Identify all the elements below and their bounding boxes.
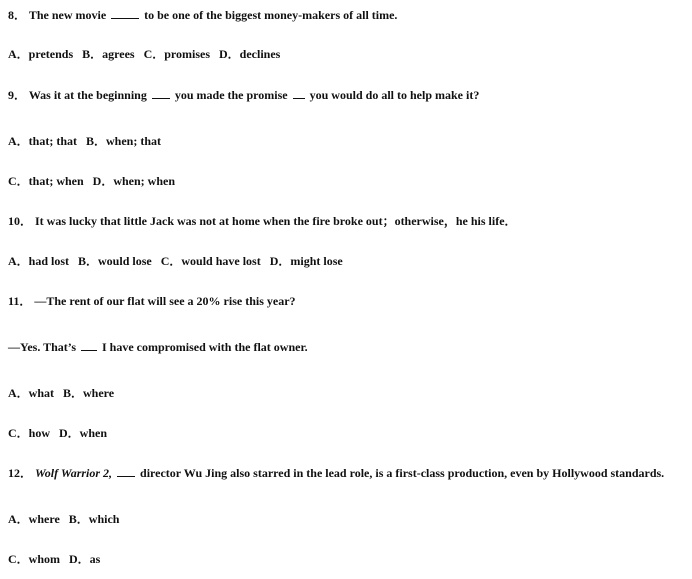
option-c: C．whom: [8, 552, 61, 566]
option-b: B．would lose: [78, 254, 152, 268]
question-number: 12．: [8, 466, 33, 480]
question-11-stem: [8, 294, 296, 308]
option-a: A．that; that: [8, 134, 77, 148]
question-11-reply: [8, 340, 308, 354]
option-d: D．declines: [219, 47, 281, 61]
question-10-stem: [8, 214, 517, 228]
option-b: B．agrees: [82, 47, 135, 61]
option-a: A．what: [8, 386, 55, 400]
question-12-stem: [8, 466, 664, 480]
question-text: to be one of the biggest money-makers of all time.: [144, 8, 398, 22]
dialogue-line: —The rent of our flat will see a 20% rise this year?: [34, 294, 296, 308]
question-number: 10．: [8, 214, 33, 228]
dialogue-line: —Yes. That’s: [8, 340, 77, 354]
option-a: A．had lost: [8, 254, 70, 268]
question-8-stem: [8, 8, 397, 22]
option-b: B．when; that: [86, 134, 162, 148]
question-11-options-row1: [8, 386, 120, 400]
answer-blank: [111, 8, 139, 19]
option-c: C．how: [8, 426, 51, 440]
question-number: 11．: [8, 294, 32, 308]
option-c: C．would have lost: [160, 254, 261, 268]
question-text: you made the promise: [174, 88, 288, 102]
answer-blank: [293, 88, 305, 99]
option-d: D．might lose: [269, 254, 343, 268]
answer-blank: [117, 466, 135, 477]
question-text: you would do all to help make it?: [309, 88, 480, 102]
option-b: B．where: [63, 386, 115, 400]
option-a: A．where: [8, 512, 60, 526]
question-9-stem: [8, 88, 479, 102]
question-9-options-row2: [8, 174, 181, 188]
option-d: D．as: [69, 552, 101, 566]
film-title: Wolf Warrior 2,: [35, 466, 113, 480]
question-9-options-row1: [8, 134, 167, 148]
question-text: The new movie: [28, 8, 107, 22]
question-number: 8．: [8, 8, 27, 22]
question-text: It was lucky that little Jack was not at home when the fire broke out；otherwise，he his life．: [35, 214, 517, 228]
option-b: B．which: [68, 512, 120, 526]
question-text: director Wu Jing also starred in the lead role, is a first-class production, even by Hollywood standards.: [140, 466, 665, 480]
option-d: D．when: [59, 426, 108, 440]
question-12-options-row2: [8, 552, 106, 566]
dialogue-line: I have compromised with the flat owner.: [102, 340, 308, 354]
option-d: D．when; when: [92, 174, 176, 188]
question-text: Was it at the beginning: [28, 88, 147, 102]
option-c: C．promises: [143, 47, 211, 61]
question-number: 9．: [8, 88, 27, 102]
answer-blank: [152, 88, 170, 99]
question-11-options-row2: [8, 426, 113, 440]
question-8-options: [8, 47, 286, 61]
question-12-options-row1: [8, 512, 125, 526]
option-a: A．pretends: [8, 47, 74, 61]
question-10-options: [8, 254, 349, 268]
answer-blank: [81, 340, 97, 351]
option-c: C．that; when: [8, 174, 84, 188]
